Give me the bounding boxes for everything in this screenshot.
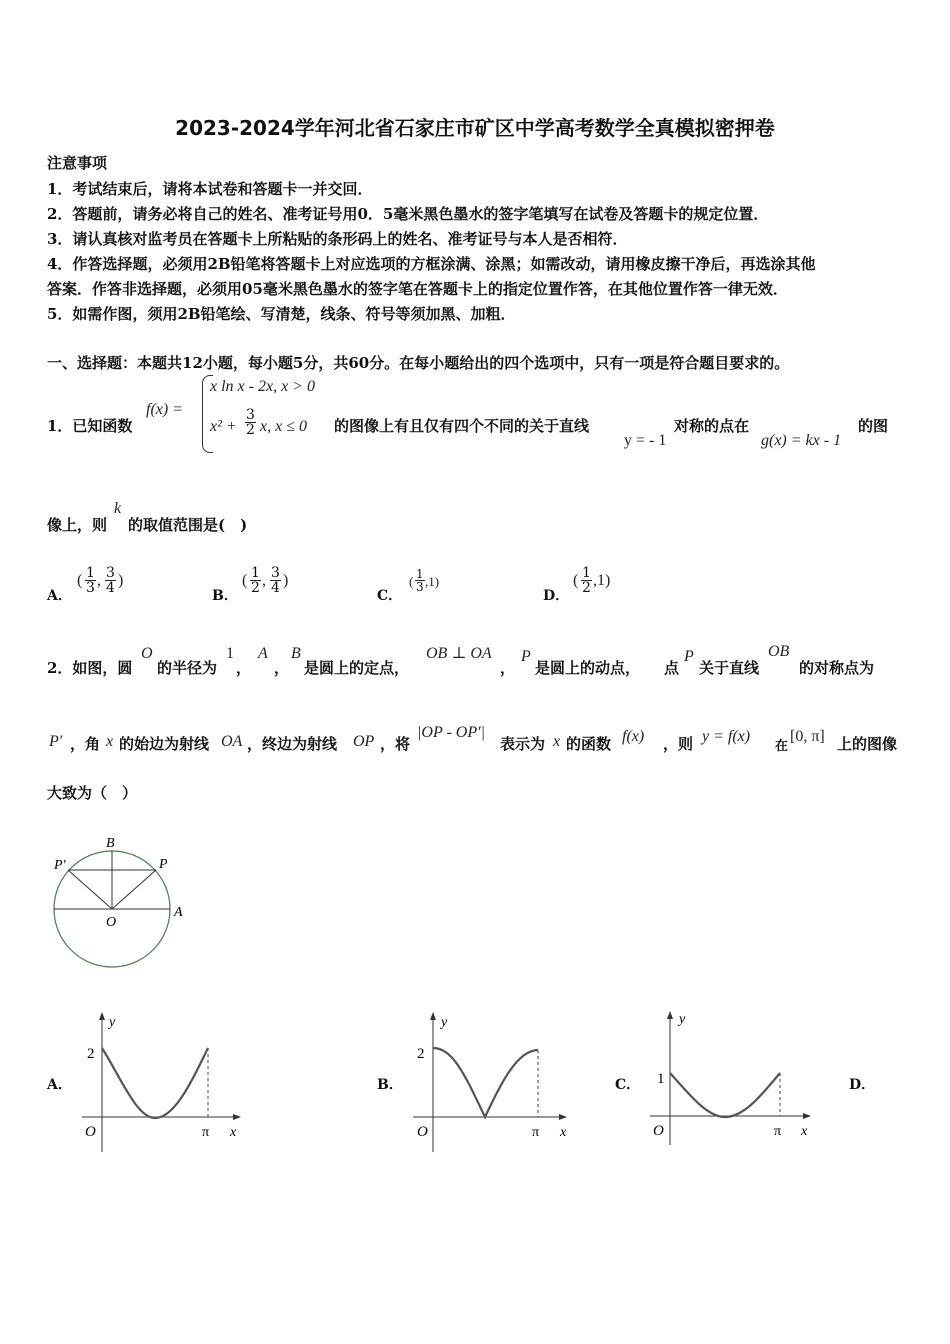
svg-text:O: O bbox=[653, 1123, 664, 1139]
q2-math: OA bbox=[221, 733, 243, 750]
svg-text:O: O bbox=[417, 1124, 428, 1140]
page-title: 2023-2024学年河北省石家庄市矿区中学高考数学全真模拟密押卷 bbox=[175, 116, 775, 140]
notice-item: 4．作答选择题，必须用2B铅笔将答题卡上对应选项的方框涂满、涂黑；如需改动，请用橡皮擦干净后，再选涂其他 bbox=[47, 255, 816, 273]
q2-math: OB bbox=[768, 643, 790, 660]
q2-math: x bbox=[553, 733, 561, 750]
q2-text: 是圆上的动点， bbox=[535, 659, 641, 677]
svg-text:x: x bbox=[801, 1124, 808, 1139]
svg-text:π: π bbox=[532, 1125, 540, 1140]
q1-k: k bbox=[114, 500, 122, 517]
q2-text: ，将 bbox=[380, 735, 411, 753]
graph-a bbox=[77, 1010, 247, 1160]
q2-math: 1 bbox=[226, 645, 234, 662]
svg-text:y: y bbox=[109, 1015, 116, 1030]
svg-text:2: 2 bbox=[87, 1046, 95, 1062]
q1-line: y = - 1 bbox=[624, 432, 667, 449]
q2-math: y = f(x) bbox=[702, 728, 751, 745]
q2-text: 关于直线 bbox=[699, 659, 760, 677]
q2-text: 表示为 bbox=[500, 735, 546, 753]
q2-math: A bbox=[258, 645, 268, 662]
q2-option-d[interactable]: D． bbox=[849, 1077, 876, 1093]
q2-text: ，终边为射线 bbox=[247, 735, 338, 753]
q2-math: P bbox=[684, 648, 694, 665]
q2-text: 2．如图，圆 bbox=[47, 659, 133, 677]
q2-text: 是圆上的定点， bbox=[304, 659, 410, 677]
graph-b bbox=[405, 1010, 575, 1160]
label-b: B bbox=[106, 836, 115, 851]
svg-text:O: O bbox=[85, 1124, 96, 1140]
q1-g: g(x) = kx - 1 bbox=[761, 432, 842, 449]
notice-item: 答案．作答非选择题，必须用05毫米黑色墨水的签字笔在答题卡上的指定位置作答，在其他位置作答一律无效． bbox=[47, 280, 788, 298]
q2-math: f(x) bbox=[622, 728, 645, 745]
q2-math: [0, π] bbox=[790, 728, 825, 745]
q1-case2-b: x, x ≤ 0 bbox=[260, 418, 307, 435]
label-p: P bbox=[159, 857, 168, 872]
q2-text: 在 bbox=[775, 739, 789, 754]
curve-b bbox=[433, 1048, 538, 1117]
q1-case1: x ln x - 2x, x > 0 bbox=[210, 378, 315, 395]
q2-math: B bbox=[291, 645, 301, 662]
q1-case2-frac: $\frac{3}{2}$ bbox=[246, 407, 255, 438]
svg-text:x: x bbox=[560, 1125, 567, 1140]
q2-text: 的对称点为 bbox=[799, 659, 875, 677]
q2-math: OP bbox=[353, 733, 375, 750]
notice-item: 2．答题前，请务必将自己的姓名、准考证号用0．5毫米黑色墨水的签字笔填写在试卷及答题卡的规定位置． bbox=[47, 205, 769, 223]
q2-text: 上的图像 bbox=[837, 735, 898, 753]
q2-math: P′ bbox=[49, 733, 63, 750]
q1-mid1: 的图像上有且仅有四个不同的关于直线 bbox=[334, 417, 590, 435]
svg-text:π: π bbox=[774, 1124, 782, 1139]
q2-math: OB ⊥ OA bbox=[426, 645, 492, 662]
svg-text:1: 1 bbox=[657, 1071, 665, 1087]
q2-text: ， bbox=[274, 659, 290, 677]
section-heading: 一、选择题：本题共12小题，每小题5分，共60分。在每小题给出的四个选项中，只有一项是符合题目要求的。 bbox=[47, 354, 790, 372]
q2-text: ， bbox=[236, 659, 252, 677]
radius-op bbox=[112, 870, 156, 909]
label-o: O bbox=[106, 915, 117, 930]
q2-math: O bbox=[141, 645, 153, 662]
q1-case2-a: x² + bbox=[210, 418, 237, 435]
q1-line2-a: 像上，则 bbox=[47, 516, 108, 534]
q2-text: 点 bbox=[664, 659, 680, 677]
curve-a bbox=[102, 1048, 208, 1118]
q1-mid2: 对称的点在 bbox=[674, 417, 750, 435]
curve-c bbox=[670, 1073, 780, 1117]
q2-math: x bbox=[106, 733, 114, 750]
notice-item: 3．请认真核对监考员在答题卡上所粘贴的条形码上的姓名、准考证号与本人是否相符． bbox=[47, 230, 628, 248]
notice-heading: 注意事项 bbox=[47, 154, 108, 172]
notice-item: 1．考试结束后，请将本试卷和答题卡一并交回． bbox=[47, 180, 373, 198]
q2-text: 的半径为 bbox=[157, 659, 218, 677]
notice-item: 5．如需作图，须用2B铅笔绘、写清楚，线条、符号等须加黑、加粗． bbox=[47, 305, 516, 323]
svg-text:π: π bbox=[202, 1125, 210, 1140]
label-p-prime: P′ bbox=[54, 858, 66, 873]
circle-diagram bbox=[40, 830, 200, 975]
q1-prefix: 1．已知函数 bbox=[47, 417, 133, 435]
q2-math: |OP - OP′| bbox=[417, 724, 485, 741]
q2-math: P bbox=[521, 648, 531, 665]
q1-line2-b: 的取值范围是( ) bbox=[128, 516, 248, 534]
q2-text: 的函数 bbox=[566, 735, 612, 753]
q1-func-name: f(x) = bbox=[146, 401, 183, 418]
label-a: A bbox=[174, 905, 183, 920]
radius-op-prime bbox=[68, 870, 112, 909]
q1-end: 的图 bbox=[858, 417, 889, 435]
graph-c bbox=[645, 1005, 825, 1155]
svg-text:2: 2 bbox=[417, 1046, 425, 1062]
q2-text: ，则 bbox=[663, 735, 694, 753]
q2-text: 大致为（ ） bbox=[47, 784, 138, 802]
q2-text: 的始边为射线 bbox=[119, 735, 210, 753]
q2-text: ，角 bbox=[70, 735, 101, 753]
svg-text:y: y bbox=[679, 1012, 686, 1027]
svg-text:y: y bbox=[441, 1015, 448, 1030]
svg-text:x: x bbox=[230, 1125, 237, 1140]
q2-text: ， bbox=[500, 659, 516, 677]
